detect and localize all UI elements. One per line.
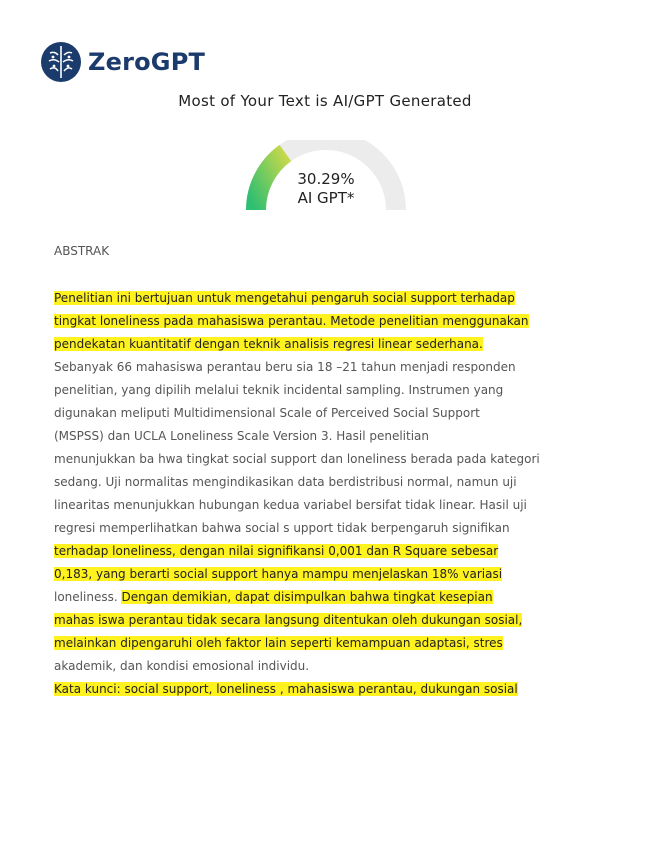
abstract-line xyxy=(54,586,584,609)
abstract-line xyxy=(54,333,584,356)
brain-icon xyxy=(40,41,82,83)
abstract-line xyxy=(54,287,584,310)
abstract-line xyxy=(54,563,584,586)
plain-text: digunakan meliputi Multidimensional Scale of Perceived Social Support xyxy=(54,406,480,420)
ai-highlighted-text: terhadap loneliness, dengan nilai signifikansi 0,001 dan R Square sebesar xyxy=(54,544,499,558)
abstract-line xyxy=(54,448,584,471)
abstract-line xyxy=(54,379,584,402)
ai-highlighted-text: Penelitian ini bertujuan untuk mengetahui pengaruh social support terhadap xyxy=(54,291,515,305)
plain-text: loneliness. xyxy=(54,590,122,604)
abstract-text xyxy=(54,287,584,701)
ai-highlighted-text: Kata kunci: social support, loneliness , mahasiswa perantau, dukungan sosial xyxy=(54,682,518,696)
ai-label: AI GPT* xyxy=(297,189,355,207)
abstract-line xyxy=(54,655,584,678)
ai-percentage: 30.29% xyxy=(297,170,355,188)
abstract-line xyxy=(54,402,584,425)
ai-highlighted-text: 0,183, yang berarti social support hanya mampu menjelaskan 18% variasi xyxy=(54,567,503,581)
abstract-line xyxy=(54,609,584,632)
result-headline: Most of Your Text is AI/GPT Generated xyxy=(178,92,472,110)
ai-highlighted-text: mahas iswa perantau tidak secara langsung ditentukan oleh dukungan sosial, xyxy=(54,613,523,627)
plain-text: (MSPSS) dan UCLA Loneliness Scale Version 3. Hasil penelitian xyxy=(54,429,430,443)
ai-highlighted-text: Dengan demikian, dapat disimpulkan bahwa tingkat kesepian xyxy=(121,590,493,604)
plain-text: Sebanyak 66 mahasiswa perantau beru sia 18 –21 tahun menjadi responden xyxy=(54,360,516,374)
abstract-line xyxy=(54,471,584,494)
section-title: ABSTRAK xyxy=(54,244,110,258)
gauge-readout xyxy=(245,170,407,208)
plain-text: akademik, dan kondisi emosional individu. xyxy=(54,659,310,673)
abstract-line xyxy=(54,517,584,540)
abstract-line xyxy=(54,356,584,379)
abstract-line xyxy=(54,425,584,448)
plain-text: linearitas menunjukkan hubungan kedua variabel bersifat tidak linear. Hasil uji xyxy=(54,498,527,512)
abstract-line xyxy=(54,632,584,655)
ai-highlighted-text: melainkan dipengaruhi oleh faktor lain seperti kemampuan adaptasi, stres xyxy=(54,636,503,650)
plain-text: menunjukkan ba hwa tingkat social support dan loneliness berada pada kategori xyxy=(54,452,540,466)
abstract-line xyxy=(54,540,584,563)
abstract-line xyxy=(54,494,584,517)
brand-name: ZeroGPT xyxy=(88,48,206,76)
abstract-line xyxy=(54,310,584,333)
abstract-line xyxy=(54,678,584,701)
ai-highlighted-text: tingkat loneliness pada mahasiswa perantau. Metode penelitian menggunakan xyxy=(54,314,529,328)
brand-logo xyxy=(40,40,205,84)
plain-text: sedang. Uji normalitas mengindikasikan data berdistribusi normal, namun uji xyxy=(54,475,517,489)
ai-highlighted-text: pendekatan kuantitatif dengan teknik analisis regresi linear sederhana. xyxy=(54,337,483,351)
plain-text: penelitian, yang dipilih melalui teknik incidental sampling. Instrumen yang xyxy=(54,383,504,397)
plain-text: regresi memperlihatkan bahwa social s upport tidak berpengaruh signifikan xyxy=(54,521,510,535)
